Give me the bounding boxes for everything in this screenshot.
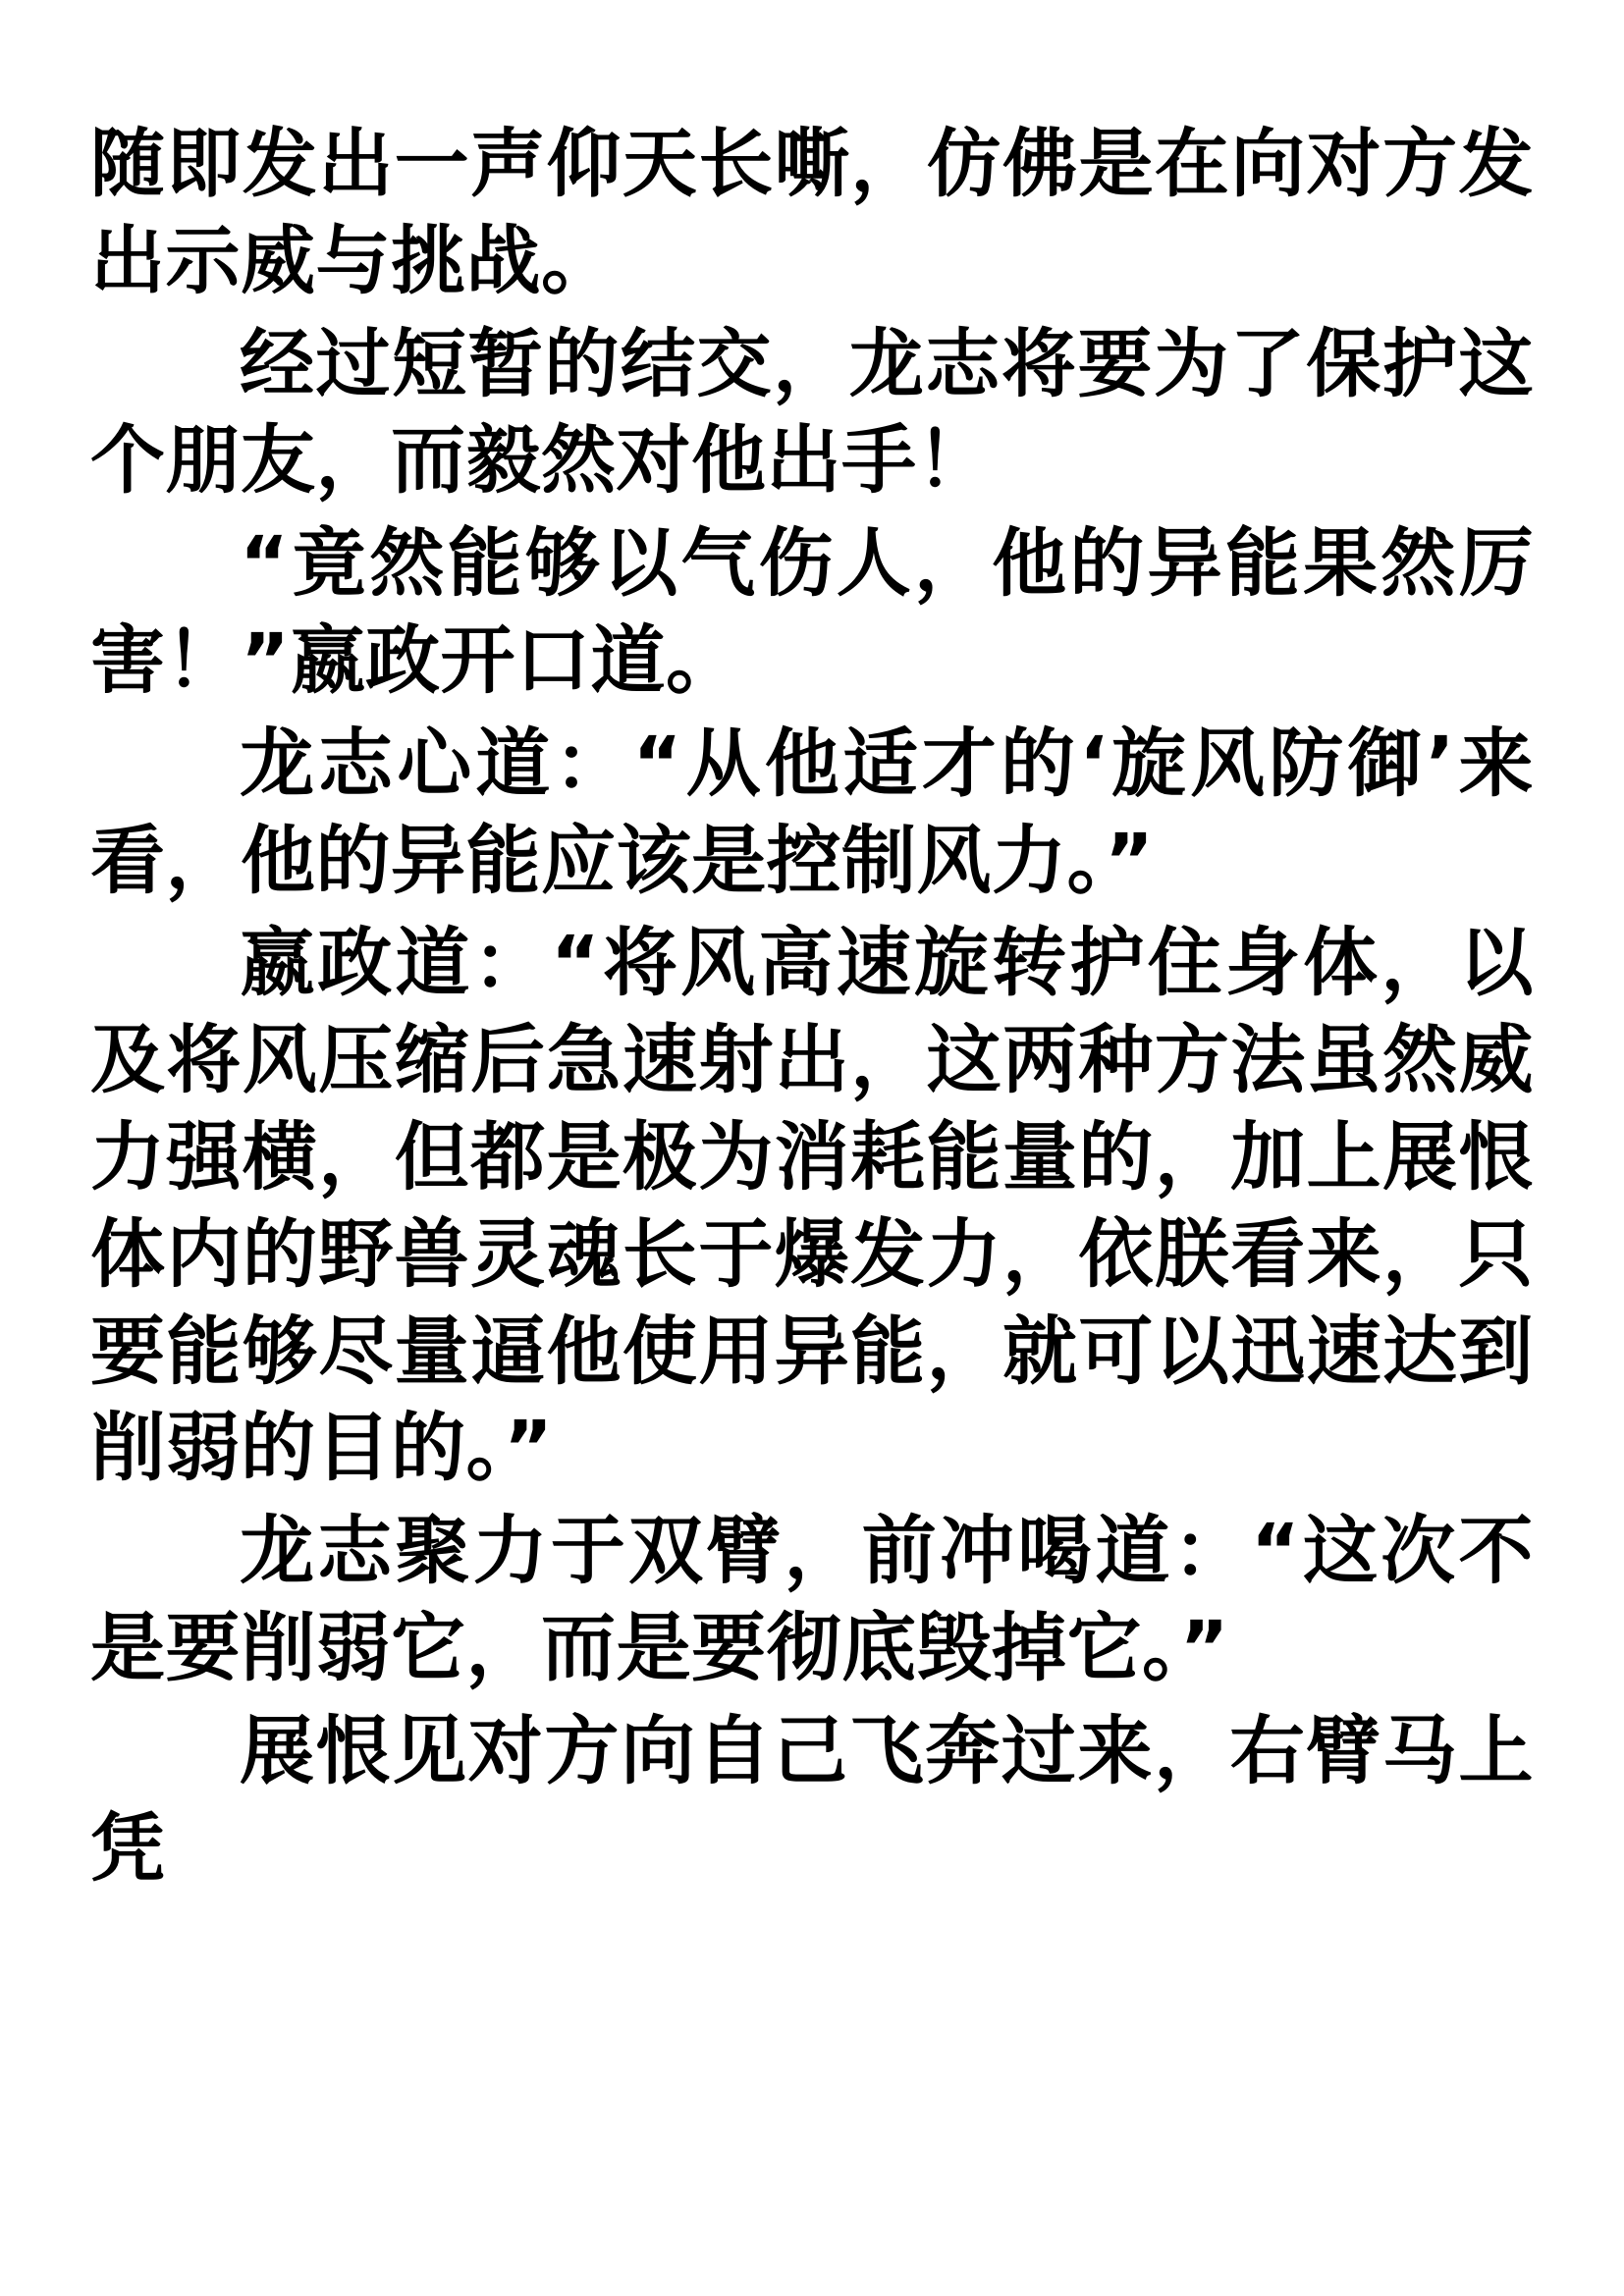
paragraph: 随即发出一声仰天长嘶，仿佛是在向对方发出示威与挑战。: [90, 120, 1534, 304]
paragraph: 展恨见对方向自己飞奔过来，右臂马上凭: [90, 1706, 1534, 1892]
page-body: [90, 116, 1534, 1896]
paragraph: 嬴政道：“将风高速旋转护住身体，以及将风压缩后急速射出，这两种方法虽然威力强横，但都是极为消耗能量的，加上展恨体内的野兽灵魂长于爆发力，依朕看来，只要能够尽量逼他使用异能，就可以迅速达到削弱的目的。”: [90, 919, 1534, 1492]
paragraph: 龙志聚力于双臂，前冲喝道：“这次不是要削弱它，而是要彻底毁掉它。”: [90, 1507, 1534, 1691]
paragraph: 龙志心道：“从他适才的‘旋风防御’来看，他的异能应该是控制风力。”: [90, 719, 1534, 904]
paragraph: “竟然能够以气伤人，他的异能果然厉害！”嬴政开口道。: [90, 519, 1534, 704]
paragraph: 经过短暂的结交，龙志将要为了保护这个朋友，而毅然对他出手！: [90, 319, 1534, 505]
